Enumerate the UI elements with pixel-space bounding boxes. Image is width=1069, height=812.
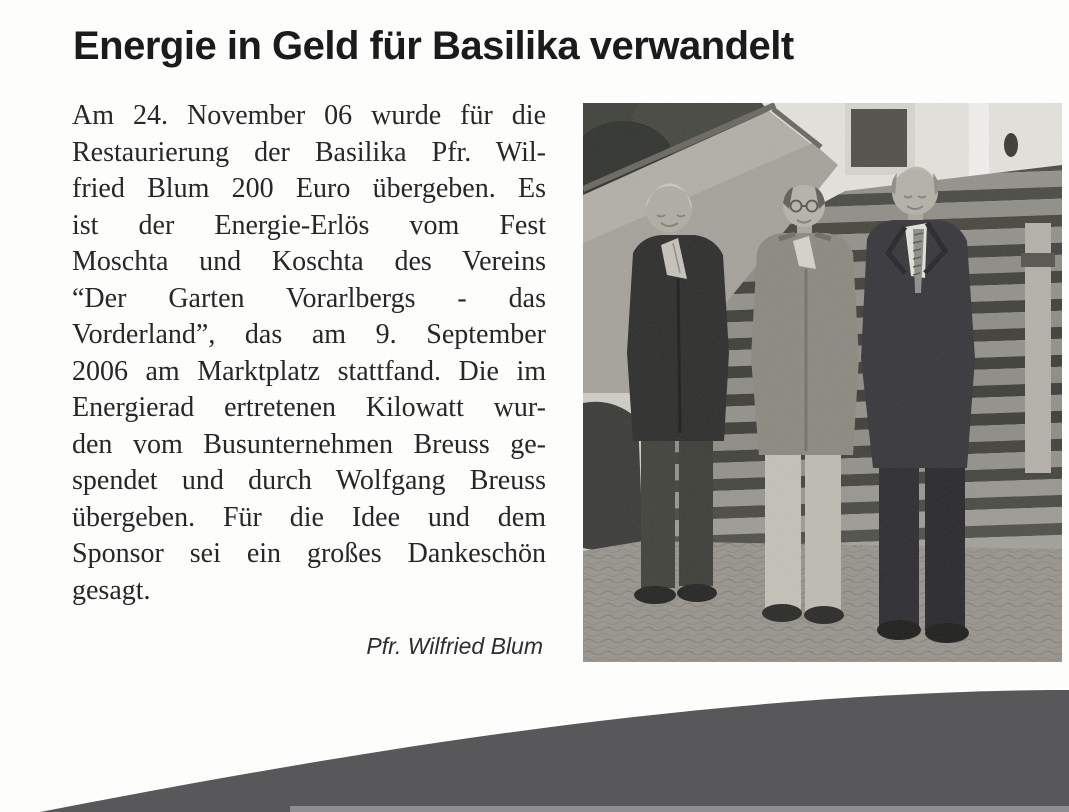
body-line: Restaurierung der Basilika Pfr. Wil- (72, 136, 546, 168)
article-photo (583, 103, 1062, 662)
body-line: ist der Energie-Erlös vom Fest (72, 209, 546, 241)
article-title: Energie in Geld für Basilika verwandelt (73, 24, 794, 68)
bottom-swoosh-decoration (0, 660, 1069, 812)
article-body (72, 98, 546, 609)
body-line: spendet und durch Wolfgang Breuss (72, 465, 546, 496)
body-line: 2006 am Marktplatz stattfand. Die im (72, 355, 546, 387)
body-line: den vom Busunternehmen Breuss ge- (72, 428, 546, 460)
body-line: “Der Garten Vorarlbergs - das (72, 282, 546, 314)
swoosh-shape (40, 690, 1069, 812)
photo-grain-overlay (583, 103, 1062, 662)
article-signature: Pfr. Wilfried Blum (366, 633, 543, 659)
body-line: übergeben. Für die Idee und dem (72, 501, 546, 533)
body-line: Moschta und Koschta des Vereins (72, 246, 546, 277)
body-line: fried Blum 200 Euro übergeben. Es (72, 173, 546, 204)
body-line: Am 24. November 06 wurde für die (72, 100, 546, 131)
body-line: Vorderland”, das am 9. September (72, 319, 546, 350)
body-line-last: gesagt. (72, 574, 151, 606)
body-line: Energierad ertretenen Kilowatt wur- (72, 392, 546, 423)
scan-edge-strip (290, 806, 1069, 812)
body-line: Sponsor sei ein großes Dankeschön (72, 538, 546, 569)
